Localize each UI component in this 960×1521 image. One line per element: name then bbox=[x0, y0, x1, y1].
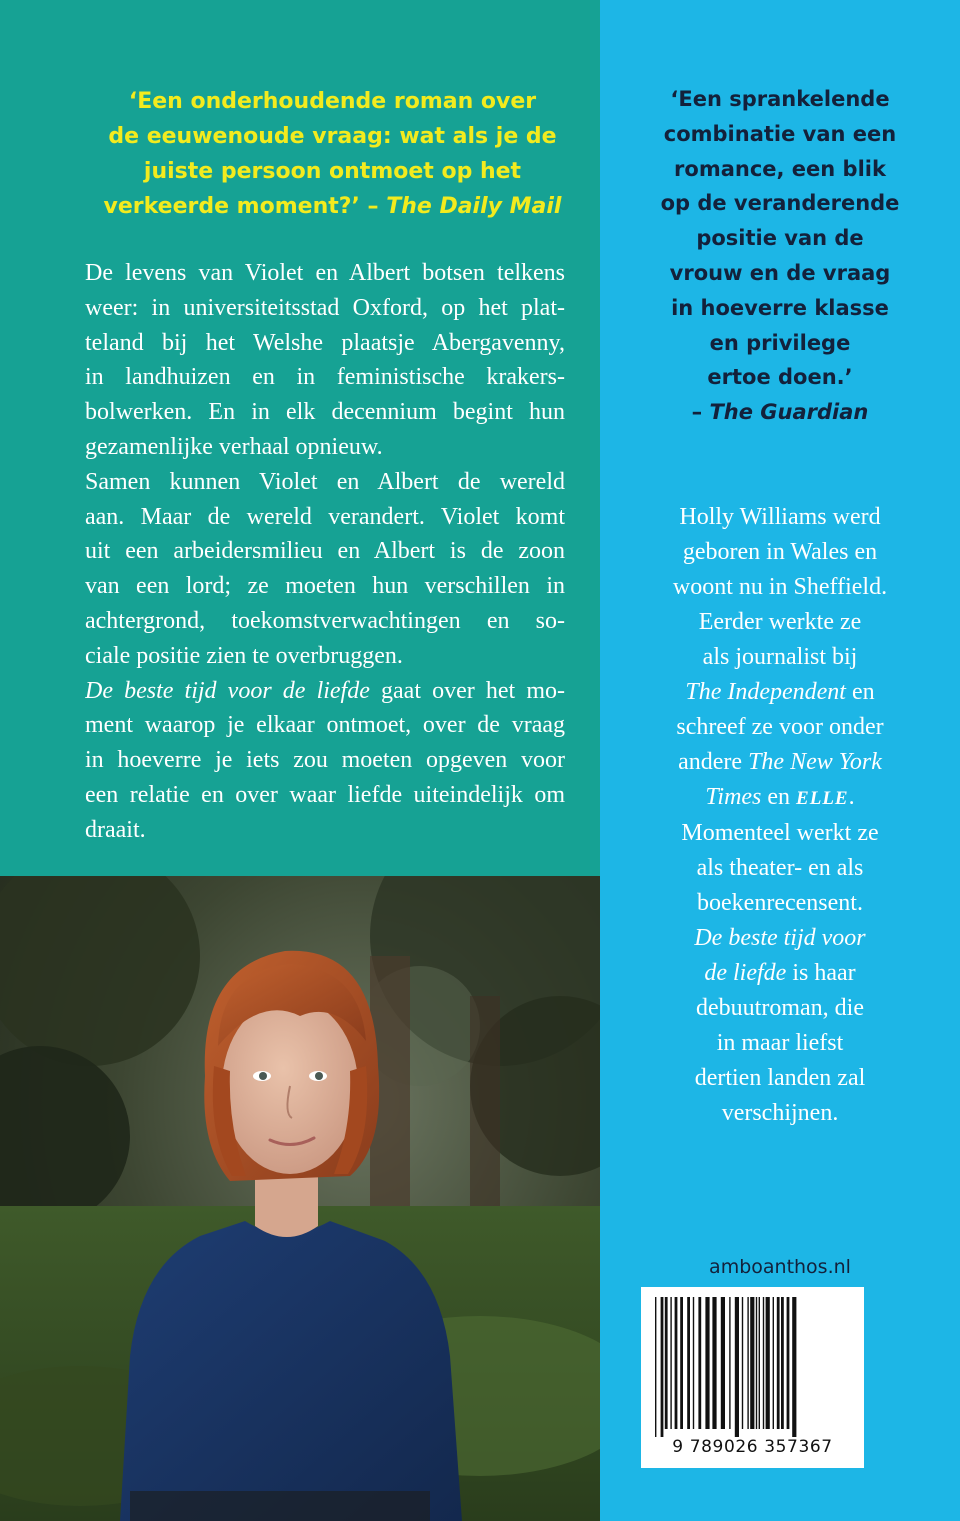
barcode-bar bbox=[670, 1297, 671, 1429]
bio-line bbox=[600, 675, 960, 710]
quote-line: op de veranderende bbox=[660, 191, 900, 216]
barcode-bar bbox=[792, 1297, 796, 1437]
bio-line bbox=[600, 780, 960, 816]
isbn-number: 9 789026 357367 bbox=[672, 1437, 833, 1457]
barcode-bar bbox=[763, 1297, 764, 1429]
blurb-line: achtergrond, toekomstverwachtingen en so- bbox=[85, 607, 565, 634]
bio-text: andere bbox=[678, 749, 749, 775]
blurb-line: draait. bbox=[85, 816, 146, 843]
author-photo bbox=[0, 876, 600, 1521]
blurb-line: teland bij het Welshe plaatsje Abergavenny, bbox=[85, 329, 565, 356]
barcode-bar bbox=[680, 1297, 683, 1429]
publication-elle: ELLE bbox=[796, 788, 849, 809]
bio-line: Holly Williams werd bbox=[679, 504, 881, 530]
isbn-barcode bbox=[641, 1287, 864, 1468]
quote-line: ‘Een onderhoudende roman over bbox=[128, 89, 537, 114]
blurb-line: weer: in universiteitsstad Oxford, op het plat- bbox=[85, 294, 565, 321]
barcode-bar bbox=[777, 1297, 780, 1429]
bio-line: schreef ze voor onder bbox=[676, 714, 884, 740]
blurb-line: een relatie en over waar liefde uiteindelijk om bbox=[85, 781, 565, 808]
bio-line: in maar liefst bbox=[716, 1030, 844, 1056]
bio-line: verschijnen. bbox=[721, 1100, 839, 1126]
barcode-bar bbox=[750, 1297, 754, 1429]
quote-line-with-source bbox=[60, 189, 605, 224]
quote-line: positie van de bbox=[696, 226, 864, 251]
blurb-line: Samen kunnen Violet en Albert de wereld bbox=[85, 468, 565, 495]
barcode-bar bbox=[655, 1297, 656, 1437]
book-title-italic: de liefde bbox=[704, 960, 787, 986]
barcode-bar bbox=[698, 1297, 701, 1429]
barcode-bar bbox=[742, 1297, 743, 1429]
publication-nyt: The New York bbox=[748, 749, 882, 775]
blurb-line: in hoeverre je iets zou moeten opgeven voor bbox=[85, 747, 565, 774]
author-bio bbox=[600, 500, 960, 1131]
quote-line: ‘Een sprankelende bbox=[670, 87, 890, 111]
bio-line: boekenrecensent. bbox=[697, 890, 863, 916]
barcode-bar bbox=[735, 1297, 739, 1437]
barcode-bar bbox=[781, 1297, 784, 1429]
blurb-line: bolwerken. En in elk decennium begint hun bbox=[85, 399, 565, 426]
blurb-line: ment waarop je elkaar ontmoet, over de vraag bbox=[85, 712, 565, 739]
quote-line: de eeuwenoude vraag: wat als je de bbox=[108, 124, 557, 149]
barcode-bar bbox=[766, 1297, 770, 1429]
bio-line bbox=[600, 745, 960, 780]
blurb-title-line bbox=[85, 674, 565, 709]
bio-line: als journalist bij bbox=[702, 644, 858, 670]
bio-text: . bbox=[848, 784, 855, 810]
book-title-italic: De beste tijd voor de liefde bbox=[85, 677, 370, 704]
bio-line: dertien landen zal bbox=[694, 1065, 866, 1091]
book-title-italic: De beste tijd voor bbox=[694, 925, 866, 951]
bio-line: woont nu in Sheffield. bbox=[672, 574, 888, 600]
blurb-line-rest: gaat over het mo- bbox=[369, 677, 565, 704]
barcode-bars bbox=[641, 1287, 864, 1437]
barcode-bar bbox=[705, 1297, 709, 1429]
barcode-bar bbox=[661, 1297, 664, 1437]
bio-text: en bbox=[761, 784, 797, 810]
bio-text: is haar bbox=[786, 960, 856, 986]
blurb-line: van een lord; ze moeten hun verschillen in bbox=[85, 573, 565, 600]
barcode-bar bbox=[729, 1297, 730, 1429]
quote-line: combinatie van een bbox=[663, 121, 897, 146]
blurb-line: aan. Maar de wereld verandert. Violet komt bbox=[85, 503, 565, 530]
publication-nyt-cont: Times bbox=[705, 784, 762, 810]
barcode-bar bbox=[787, 1297, 790, 1429]
bio-line: Eerder werkte ze bbox=[698, 609, 862, 635]
blurb-line: ciale positie zien te overbruggen. bbox=[85, 642, 403, 669]
quote-dash: – bbox=[691, 400, 710, 425]
blurb-line: gezamenlijke verhaal opnieuw. bbox=[85, 433, 383, 460]
barcode-bar bbox=[773, 1297, 774, 1429]
barcode-bar bbox=[687, 1297, 690, 1429]
barcode-bar bbox=[712, 1297, 716, 1429]
quote-line: in hoeverre klasse bbox=[671, 295, 889, 320]
quote-line: en privilege bbox=[709, 330, 851, 355]
barcode-bar bbox=[759, 1297, 760, 1429]
bio-line bbox=[600, 921, 960, 956]
bio-line bbox=[600, 956, 960, 991]
blurb-line: De levens van Violet en Albert botsen telkens bbox=[85, 260, 565, 286]
quote-line: ertoe doen.’ bbox=[707, 365, 853, 390]
publisher-website[interactable]: amboanthos.nl bbox=[709, 1256, 851, 1278]
barcode-bar bbox=[756, 1297, 757, 1429]
bio-line: als theater- en als bbox=[696, 855, 864, 881]
blurb-line: uit een arbeidersmilieu en Albert is de zoon bbox=[85, 538, 565, 565]
barcode-bar bbox=[665, 1297, 668, 1429]
review-quote-daily-mail bbox=[60, 84, 605, 224]
quote-source-line bbox=[600, 395, 960, 430]
bio-line: debuutroman, die bbox=[696, 995, 864, 1021]
quote-line: romance, een blik bbox=[674, 156, 886, 181]
quote-line: juiste persoon ontmoet op het bbox=[143, 159, 522, 184]
barcode-bar bbox=[693, 1297, 694, 1429]
quote-source: The Daily Mail bbox=[386, 194, 562, 219]
review-quote-guardian bbox=[600, 82, 960, 430]
bio-text: en bbox=[845, 679, 875, 705]
quote-source: The Guardian bbox=[709, 400, 869, 425]
quote-line: vrouw en de vraag bbox=[669, 260, 891, 285]
bio-line: geboren in Wales en bbox=[682, 539, 878, 565]
publication-independent: The Independent bbox=[685, 679, 846, 705]
book-blurb bbox=[85, 256, 565, 848]
barcode-bar bbox=[675, 1297, 678, 1429]
blurb-line: in landhuizen en in feministische krakers- bbox=[85, 364, 565, 391]
barcode-bar bbox=[747, 1297, 748, 1429]
bio-line: Momenteel werkt ze bbox=[681, 820, 879, 846]
quote-line: verkeerde moment?’ – bbox=[103, 194, 379, 219]
author-portrait-image bbox=[0, 876, 600, 1521]
barcode-bar bbox=[721, 1297, 725, 1429]
